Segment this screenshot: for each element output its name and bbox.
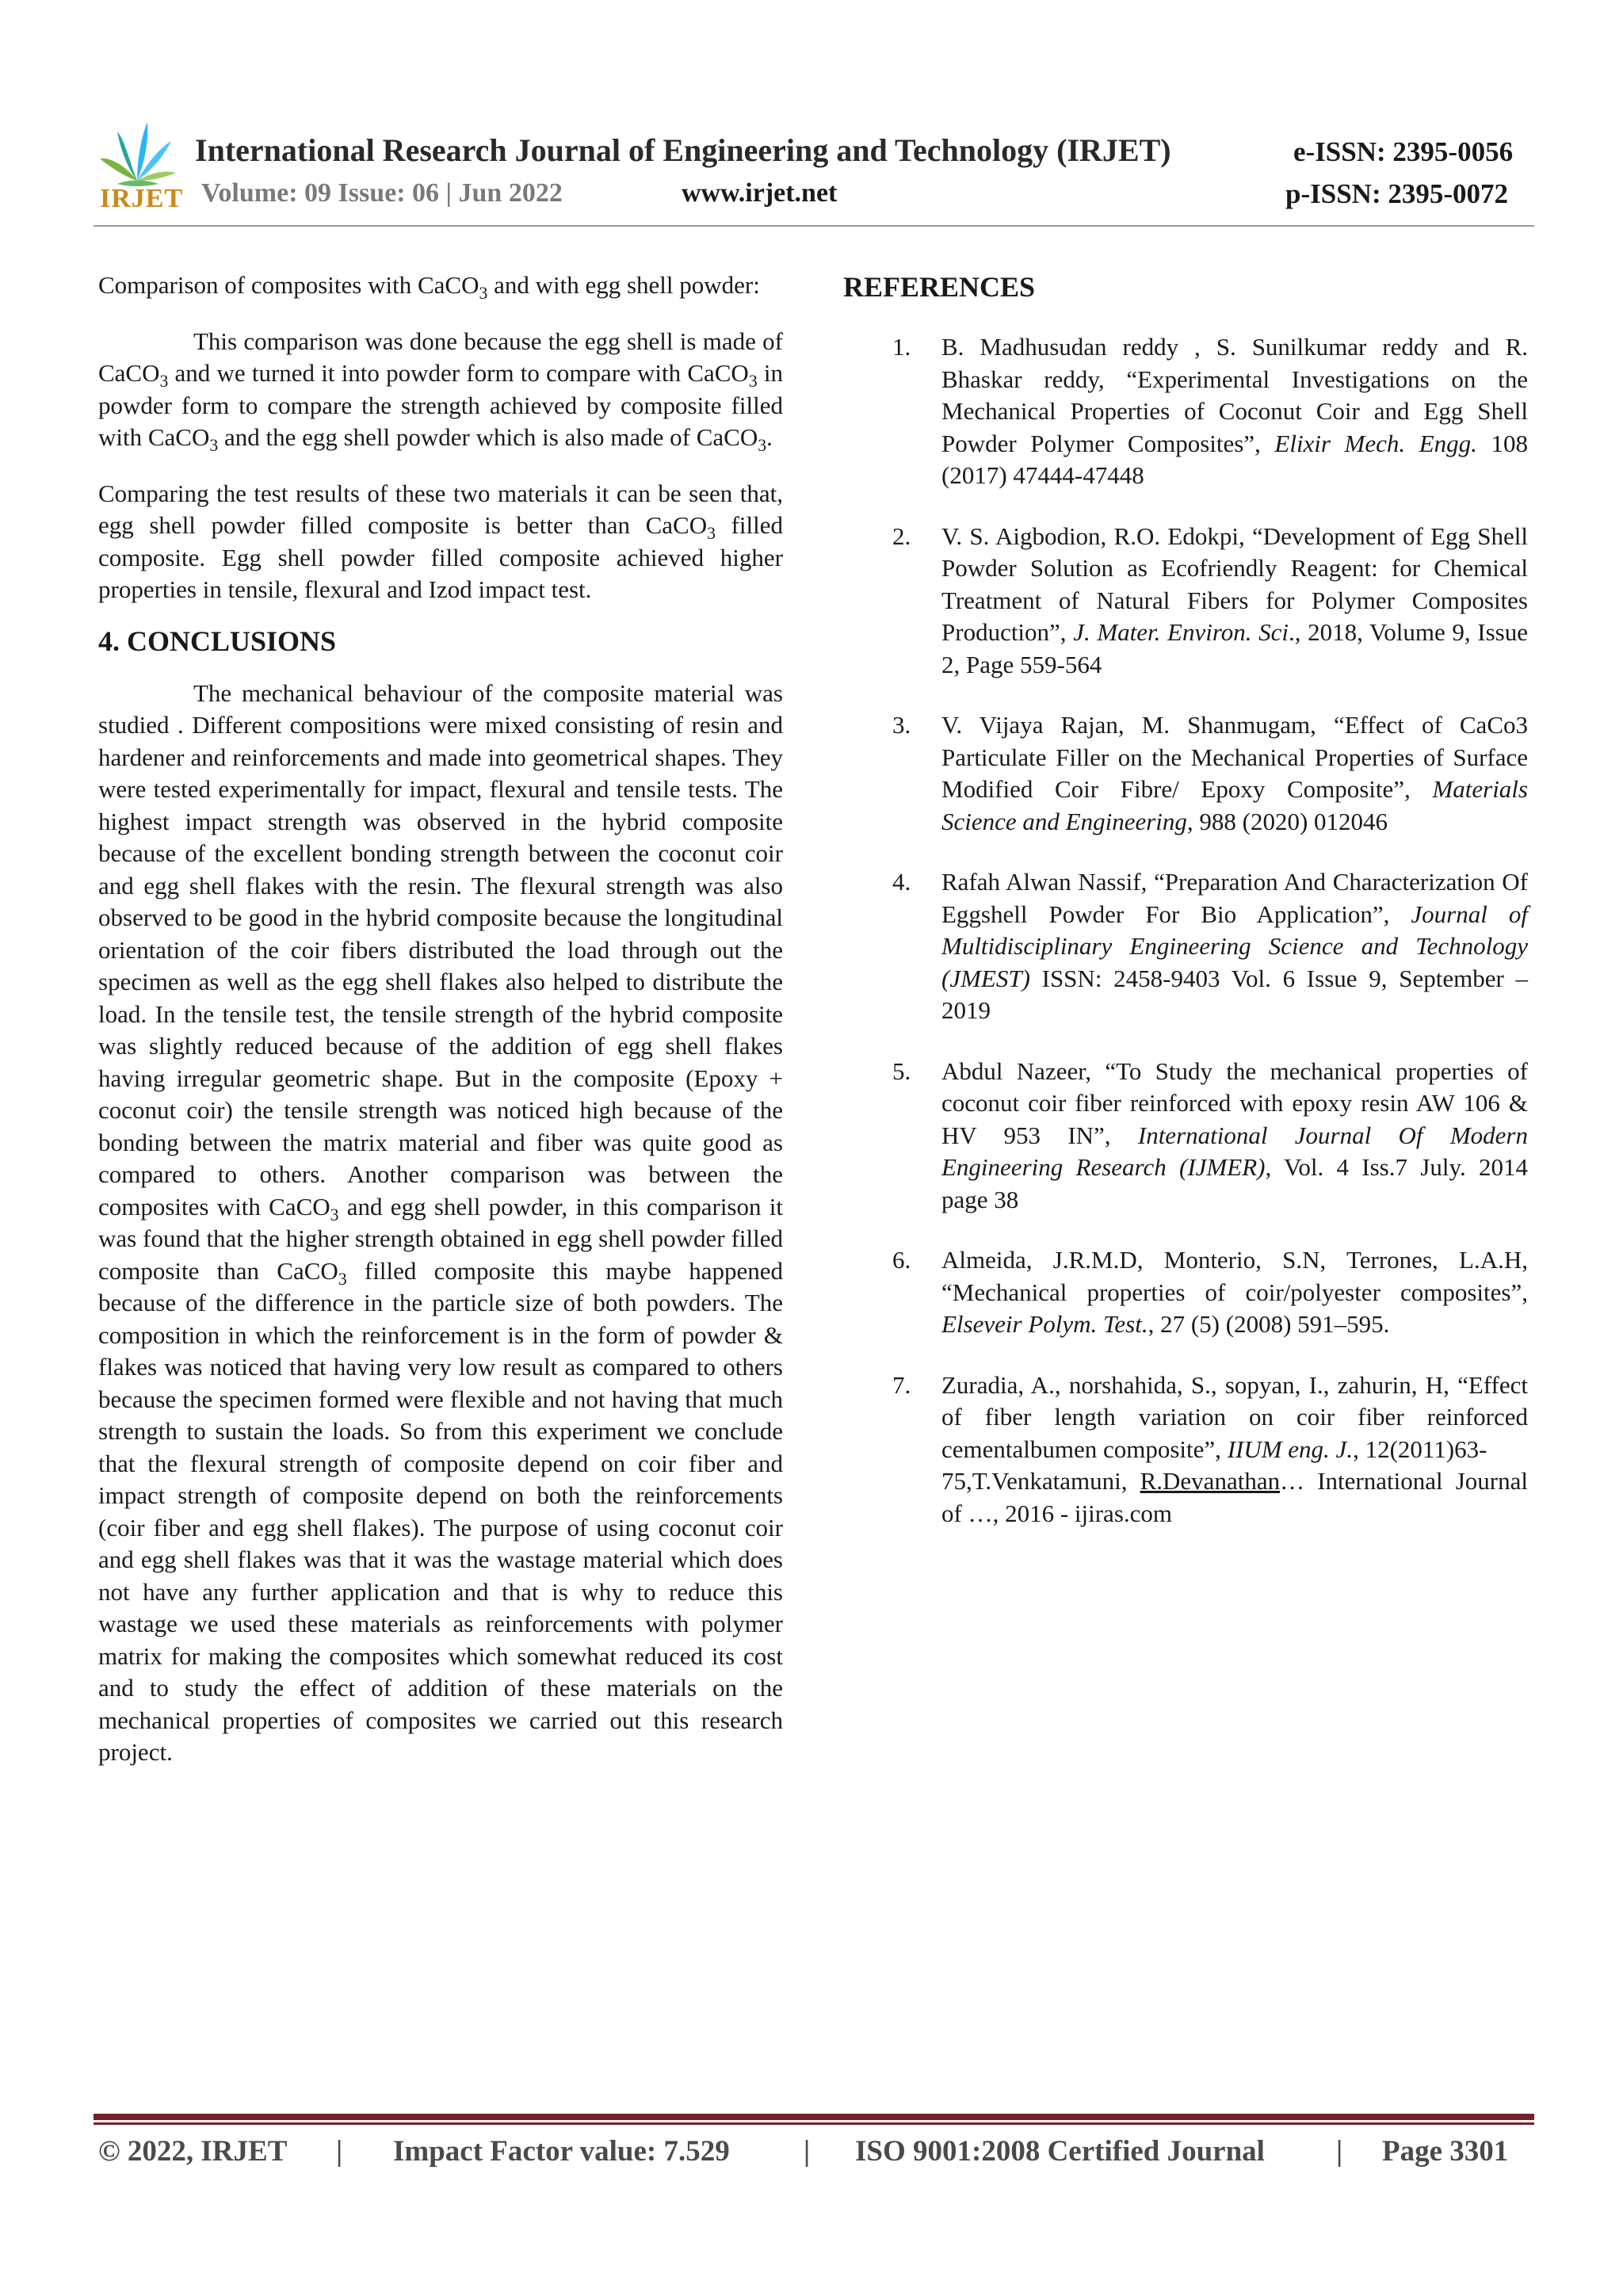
footer-separator: | [804,2135,811,2168]
footer-impact-factor: Impact Factor value: 7.529 [393,2135,730,2168]
footer-copyright: © 2022, IRJET [98,2135,288,2168]
reference-item: 5. Abdul Nazeer, “To Study the mechanical properties of coconut coir fiber reinforced with epoxy resin AW 106 & HV 953 IN”, International Journal Of Modern Engineering Research (IJMER), Vol. 4 Iss.7 July. 2014 page 38 [892,1056,1528,1213]
right-column [843,269,1528,1558]
pissn: p-ISSN: 2395-0072 [1285,178,1509,209]
page-header [0,0,1623,230]
reference-item: 1. B. Madhusudan reddy , S. Sunilkumar reddy and R. Bhaskar reddy, “Experimental Investigations on the Mechanical Properties of Coconut Coir and Egg Shell Powder Polymer Composites”, Elixir Mech. Engg. 108 (2017) 47444-47448 [892,333,1528,489]
journal-title: International Research Journal of Engineering and Technology (IRJET) [195,132,1171,168]
footer-page-number: Page 3301 [1382,2135,1509,2168]
website-link[interactable]: www.irjet.net [682,178,838,208]
volume-issue: Volume: 09 Issue: 06 | Jun 2022 [201,178,563,208]
reference-item: 4. Rafah Alwan Nassif, “Preparation And Characterization Of Eggshell Powder For Bio Application”, Journal of Multidisciplinary Engineering Science and Technology (JMEST) ISSN: 2458-9403 Vol. 6 Issue 9, September – 2019 [892,868,1528,1024]
conclusions-heading: 4. CONCLUSIONS [98,625,337,657]
comparison-heading: Comparison of composites with CaCO$_3$ and with egg shell powder: [98,271,760,304]
header-divider [94,225,1534,227]
results-paragraph: Comparing the test results of these two materials it can be seen that, egg shell powder filled composite is better than CaCO$_3$ filled composite. Egg shell powder filled composite achieved higher properties in tensile, flexural and Izod impact test. [98,479,783,603]
reference-item: 6. Almeida, J.R.M.D, Monterio, S.N, Terrones, L.A.H, “Mechanical properties of coir/polyester composites”, Elseveir Polym. Test., 27 (5) (2008) 591–595. [892,1246,1528,1338]
left-column [98,269,783,1769]
logo-text: IRJET [100,184,184,213]
author-link[interactable]: R.Devanathan [1140,1467,1281,1495]
footer-divider [94,2114,1534,2120]
reference-item: 2. V. S. Aigbodion, R.O. Edokpi, “Development of Egg Shell Powder Solution as Ecofriendly Reagent: for Chemical Treatment of Natural Fibers for Polymer Composites Production”, J. Mater. Environ. Sci., 2018, Volume 9, Issue 2, Page 559-564 [892,521,1528,678]
conclusions-paragraph: The mechanical behaviour of the composite material was studied . Different compositions were mixed consisting of resin and hardener and reinforcements and made into geometrical shapes. They were tested experimentally for impact, flexural and tensile tests. The highest impact strength was observed in the hybrid composite because of the excellent bonding strength between the coconut coir and egg shell flakes with the resin. The flexural strength was also observed to be good in the hybrid composite because the longitudinal orientation of the coir fibers distributed the load through out the specimen as well as the egg shell flakes also helped to distribute the load. In the tensile test, the tensile strength of the hybrid composite was slightly reduced because of the addition of egg shell flakes having irregular geometric shape. But in the composite (Epoxy + coconut coir) the tensile strength was noticed high because of the bonding between the matrix material and fiber was quite good as compared to others. Another comparison was between the composites with CaCO$_3$ and egg shell powder, in this comparison it was found that the higher strength obtained in egg shell powder filled composite than CaCO$_3$ filled composite this maybe happened because of the difference in the particle size of both powders. The composition in which the reinforcement is in the form of powder & flakes was noticed that having very low result as compared to others because the specimen formed were flexible and not having that much strength to sustain the loads. So from this experiment we conclude that the flexural strength of composite depend on coir fiber and impact strength of composite depend on both the reinforcements (coir fiber and egg shell flakes). The purpose of using coconut coir and egg shell flakes was that it was the wastage material which does not have any further application and that is why to reduce this wastage we used these materials as reinforcements with polymer matrix for making the composites which somewhat reduced its cost and to study the effect of addition of these materials on the mechanical properties of composites we carried out this research project. [98,678,783,1766]
references-heading: REFERENCES [843,271,1036,303]
footer-iso: ISO 9001:2008 Certified Journal [855,2135,1265,2168]
comparison-paragraph: This comparison was done because the egg shell is made of CaCO$_3$ and we turned it into powder form to compare with CaCO$_3$ in powder form to compare the strength achieved by composite filled with CaCO$_3$ and the egg shell powder which is also made of CaCO$_3$. [98,327,783,456]
footer-divider-thin [94,2122,1534,2125]
reference-item: 7. Zuradia, A., norshahida, S., sopyan, I., zahurin, H, “Effect of fiber length variation on coir fiber reinforced cementalbumen composite”, IIUM eng. J., 12(2011)63- 75,T.Venkatamuni, R.Devanathan… International Journal of …, 2016 - ijiras.com [892,1370,1529,1527]
footer-separator: | [1336,2135,1343,2168]
reference-item: 3. V. Vijaya Rajan, M. Shanmugam, “Effect of CaCo3 Particulate Filler on the Mechanical Properties of Surface Modified Coir Fibre/ Epoxy Composite”, Materials Science and Engineering, 988 (2020) 012046 [892,711,1528,835]
references-list [843,331,1528,1530]
eissn: e-ISSN: 2395-0056 [1293,136,1514,167]
footer-separator: | [336,2135,343,2168]
